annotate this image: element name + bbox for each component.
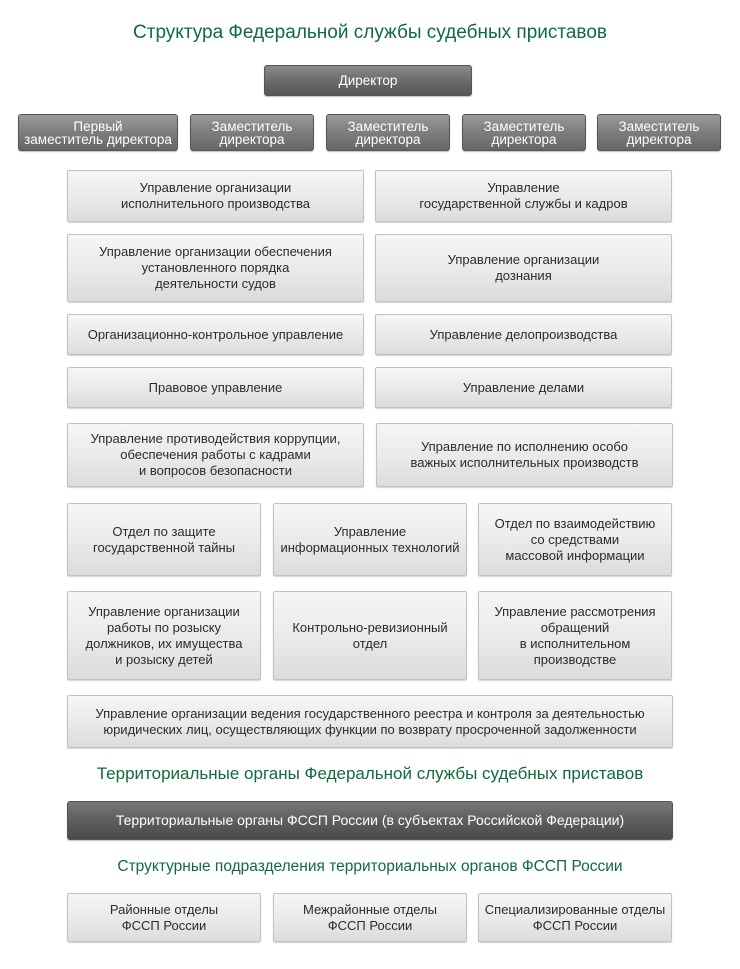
territorial-section-title: Территориальные органы Федеральной службы судебных приставов [96,764,644,783]
department-label: Контрольно-ревизионный отдел [292,619,448,651]
territorial-bodies-label: Территориальные органы ФССП России (в субъектах Российской Федерации) [115,812,625,828]
department-box[interactable] [67,367,364,408]
deputy-box[interactable] [326,114,450,151]
department-box[interactable] [376,423,673,487]
department-box[interactable] [67,423,364,487]
department-label: Управление государственной службы и кадров [419,180,628,211]
deputy-box[interactable] [597,114,721,151]
department-label: Управление рассмотрения обращений в исполнительном производстве [494,603,656,667]
department-box[interactable] [478,503,672,576]
department-box[interactable] [375,367,672,408]
subdivisions-section-title: Структурные подразделения территориальных органов ФССП России [117,858,623,875]
department-label: Управление организации исполнительного производства [121,180,310,211]
deputy-label: Заместитель директора [211,118,293,147]
department-box[interactable] [67,170,364,222]
department-box[interactable] [375,170,672,222]
subdivision-box[interactable] [67,893,261,942]
department-label: Управление противодействия коррупции, обеспечения работы с кадрами и вопросов безопасности [90,431,341,478]
deputy-label: Заместитель директора [618,118,700,147]
department-label: Управление по исполнению особо важных исполнительных производств [410,439,639,470]
page-title: Структура Федеральной службы судебных приставов [133,22,607,43]
department-label: Отдел по защите государственной тайны [92,523,236,555]
subdivision-label: Межрайонные отделы ФССП России [302,901,438,933]
department-label: Управление делами [462,379,585,395]
subdivision-label: Районные отделы ФССП России [109,901,219,933]
department-label: Отдел по взаимодействию со средствами массовой информации [494,515,656,563]
deputy-box[interactable] [462,114,586,151]
deputy-box[interactable] [190,114,314,151]
subdivision-box[interactable] [273,893,467,942]
department-label: Управление организации дознания [447,252,600,283]
department-box-wide[interactable] [67,695,673,748]
department-label: Управление информационных технологий [280,523,460,555]
department-box[interactable] [375,234,672,302]
deputy-label: Заместитель директора [483,118,565,147]
department-box[interactable] [67,314,364,355]
department-label: Управление организации ведения государственного реестра и контроля за деятельностью юридических лиц, осуществляющих функции по возврату просроченной задолженности [95,705,645,737]
department-box[interactable] [375,314,672,355]
department-box[interactable] [67,591,261,680]
department-box[interactable] [67,503,261,576]
department-box[interactable] [273,591,467,680]
department-box[interactable] [273,503,467,576]
subdivision-box[interactable] [478,893,672,942]
director-box[interactable] [264,65,472,96]
deputy-label: Заместитель директора [347,118,429,147]
deputy-label: Первый заместитель директора [24,118,172,147]
subdivision-label: Специализированные отделы ФССП России [484,901,666,933]
department-label: Управление делопроизводства [429,326,618,342]
deputy-box-first[interactable] [18,114,178,151]
department-label: Управление организации работы по розыску должников, их имущества и розыску детей [85,603,243,667]
department-box[interactable] [67,234,364,302]
department-box[interactable] [478,591,672,680]
director-label: Директор [338,73,398,88]
territorial-bodies-box[interactable] [67,801,673,840]
department-label: Управление организации обеспечения установленного порядка деятельности судов [99,244,332,291]
department-label: Организационно-контрольное управление [87,326,344,342]
department-label: Правовое управление [148,379,283,395]
